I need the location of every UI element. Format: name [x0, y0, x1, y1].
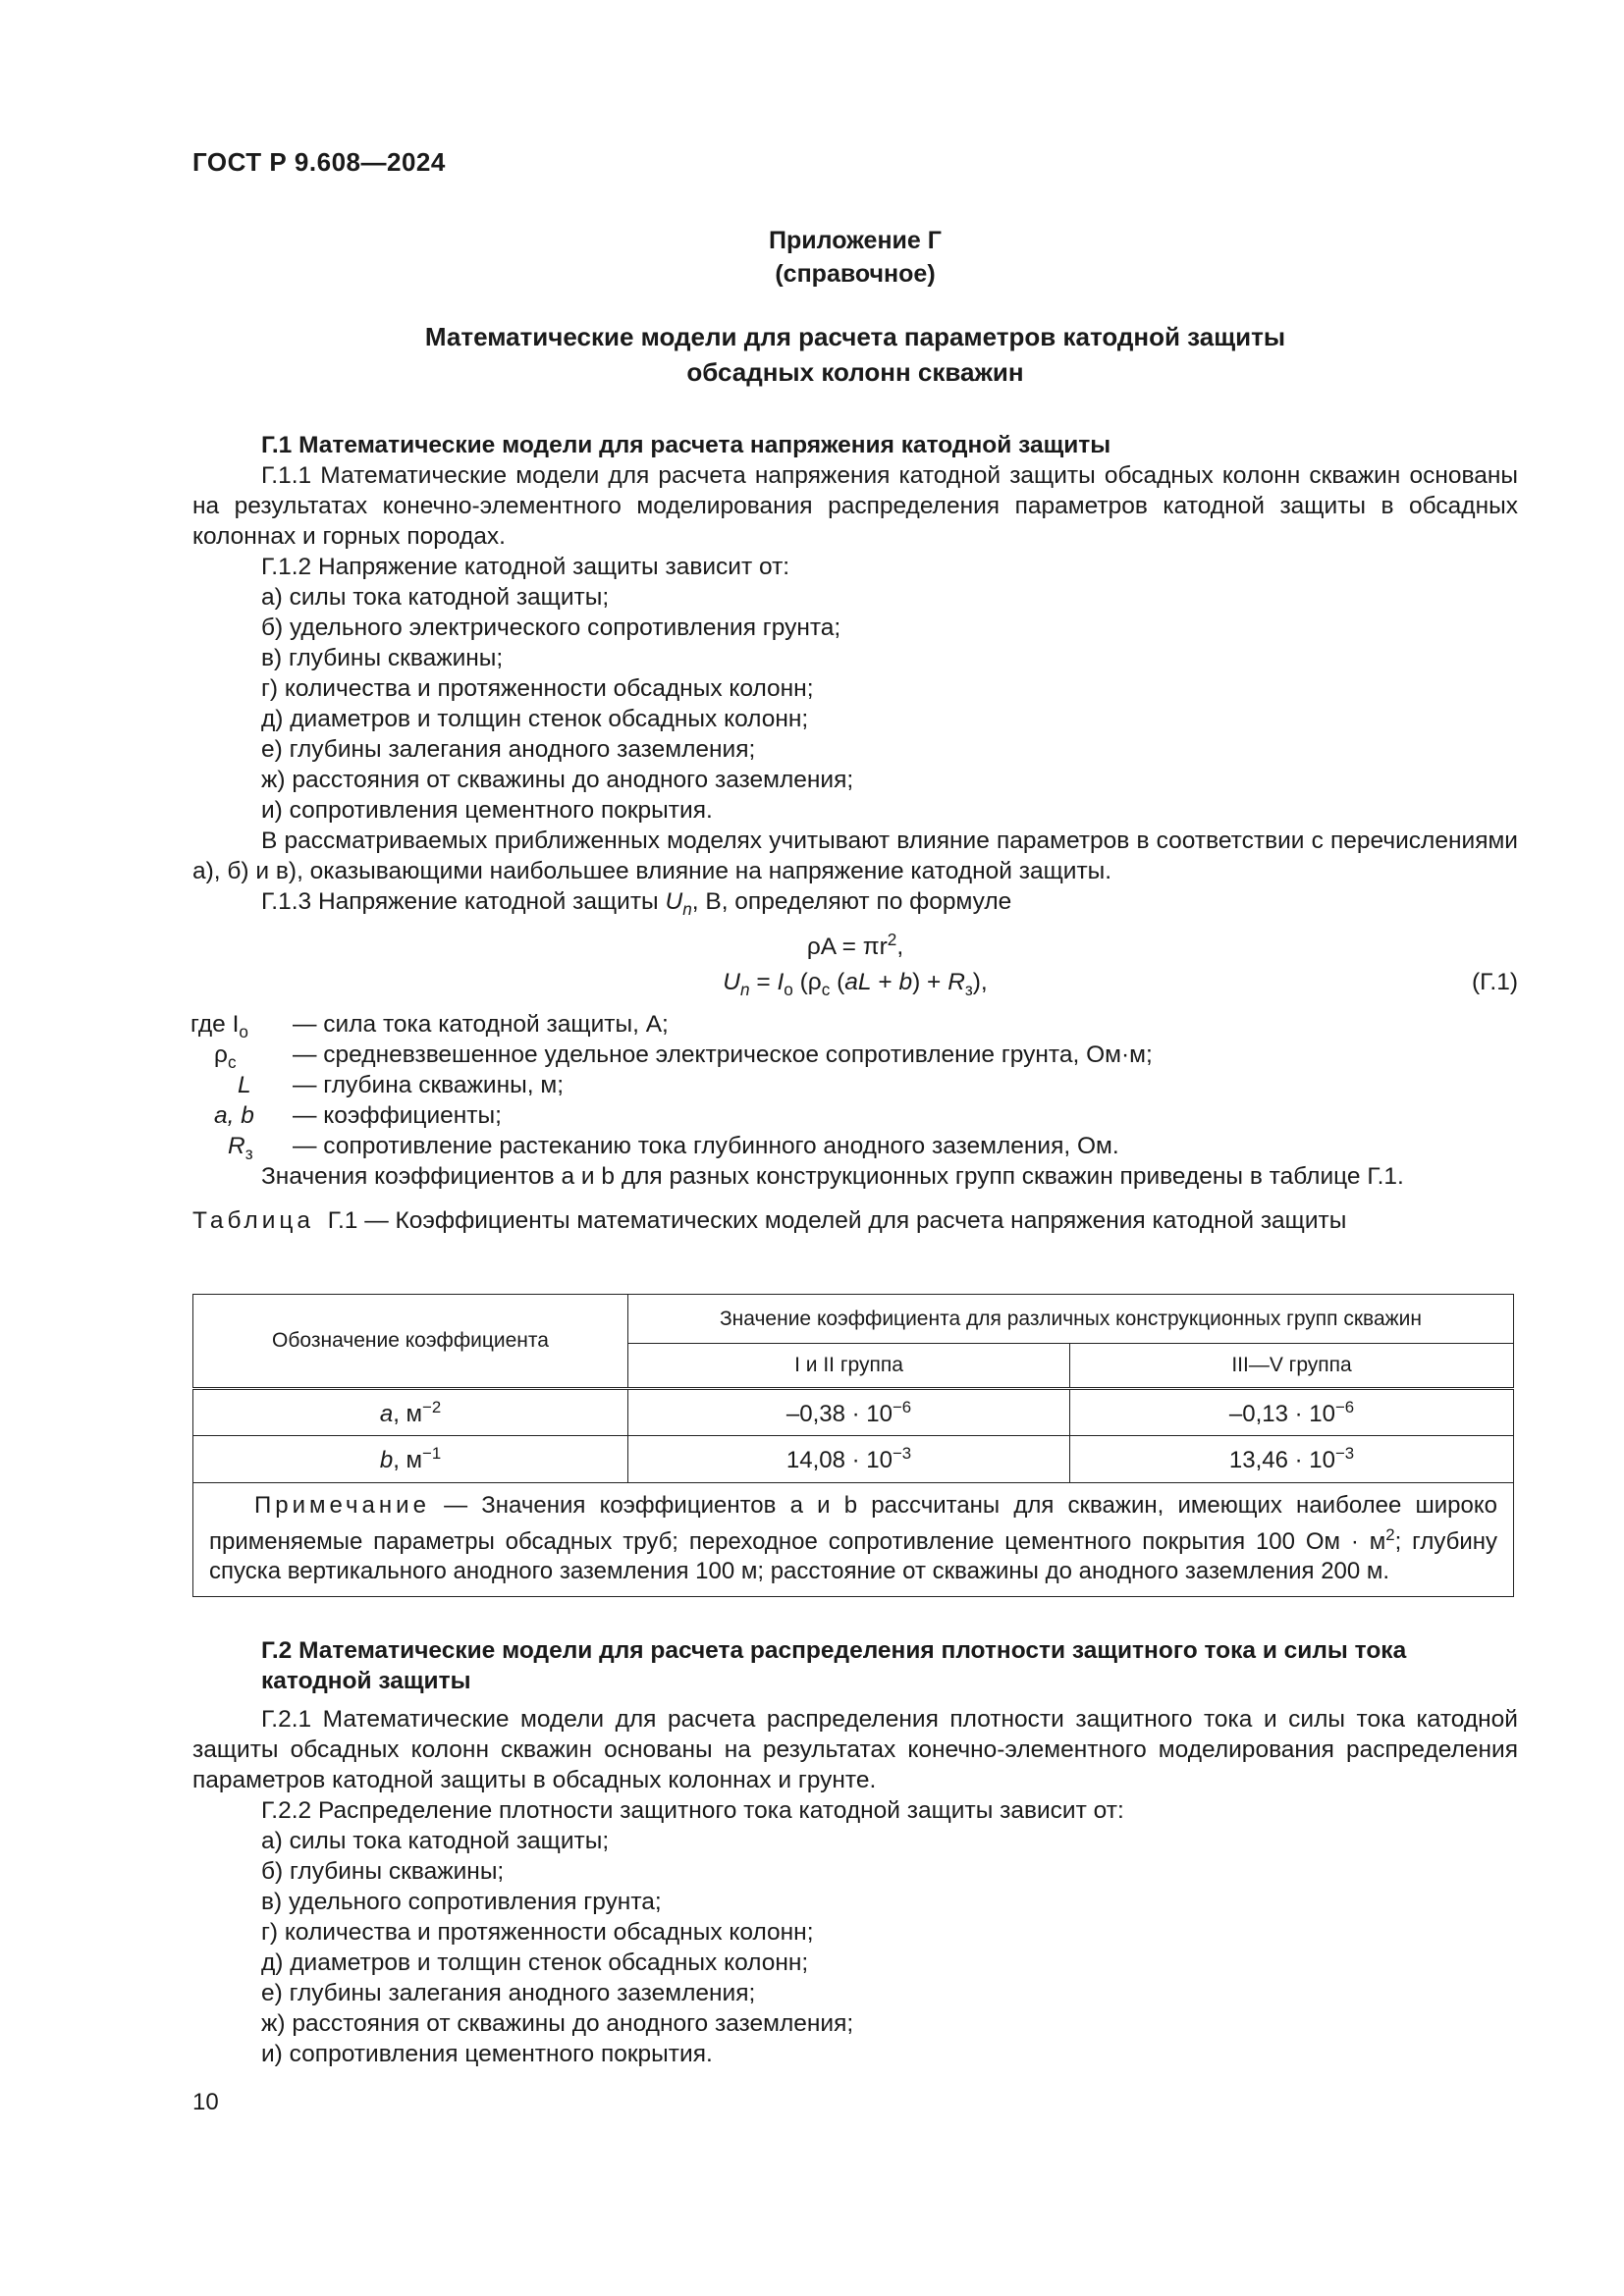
coefficients-table [192, 1294, 1514, 1597]
list-item: г) количества и протяженности обсадных колонн; [261, 1919, 814, 1946]
table-header-group: Значение коэффициента для различных конструкционных групп скважин [628, 1295, 1514, 1344]
where-item: $\rho_c$ — средневзвешенное удельное электрическое сопротивление грунта, Ом·м; [214, 1041, 1153, 1072]
list-item: и) сопротивления цементного покрытия. [261, 2041, 713, 2067]
where-item: $R_з$ — сопротивление растеканию тока глубинного анодного заземления, Ом. [228, 1132, 1119, 1163]
appendix-heading-line2: обсадных колонн скважин [686, 357, 1024, 387]
table-caption: Таблица Г.1 — Коэффициенты математических моделей для расчета напряжения катодной защиты [192, 1206, 1347, 1234]
list-item: ж) расстояния от скважины до анодного заземления; [261, 767, 854, 793]
list-item: б) удельного электрического сопротивления грунта; [261, 614, 841, 641]
list-item: д) диаметров и толщин стенок обсадных колонн; [261, 706, 809, 732]
table-cell-value: $14,08 \cdot 10^{-3}$ [628, 1436, 1070, 1483]
table-note: Примечание — Значения коэффициентов a и b рассчитаны для скважин, имеющих наиболее широко применяемые параметры обсадных труб; переходное сопротивление цементного покрытия 100 Ом · $м^2$; глубину спуска вертикального анодного заземления 100 м; расстояние от скважины до анодного заземления 200 м. [193, 1483, 1514, 1597]
list-item: г) количества и протяженности обсадных колонн; [261, 675, 814, 702]
section-g1-title: Г.1 Математические модели для расчета напряжения катодной защиты [261, 432, 1111, 458]
paragraph-g222: Г.2.2 Распределение плотности защитного тока катодной защиты зависит от: [261, 1797, 1124, 1824]
table-cell-value: $-0,13 \cdot 10^{-6}$ [1070, 1389, 1514, 1436]
list-item: а) силы тока катодной защиты; [261, 584, 610, 611]
paragraph-g112: Г.1.2 Напряжение катодной защиты зависит от: [261, 554, 790, 580]
where-item: L — глубина скважины, м; [238, 1071, 565, 1098]
section-g2-title: Г.2 Математические модели для расчета распределения плотности защитного тока и силы тока катодной защиты [261, 1637, 1407, 1694]
list-item: д) диаметров и толщин стенок обсадных колонн; [261, 1949, 809, 1976]
section-g1 [192, 430, 1518, 1236]
formula-aux: $\rho A = \pi r^2$, [806, 929, 904, 961]
appendix-heading-line1: Математические модели для расчета параметров катодной защиты [424, 322, 1286, 351]
appendix-title: Приложение Г [769, 227, 942, 254]
table-row [193, 1436, 1514, 1483]
list-item: е) глубины залегания анодного заземления; [261, 736, 756, 763]
table-subheader-1: I и II группа [628, 1344, 1070, 1389]
appendix-heading [192, 319, 1518, 390]
where-item: a, b — коэффициенты; [214, 1101, 502, 1129]
paragraph-g113: Г.1.3 Напряжение катодной защиты $U_n$, В, определяют по формуле [261, 888, 1012, 919]
paragraph-models: В рассматриваемых приближенных моделях учитывают влияние параметров в соответствии с перечислениями а), б) и в), оказывающими наибольшее влияние на напряжение катодной защиты. [192, 828, 1518, 884]
list-item: е) глубины залегания анодного заземления; [261, 1980, 756, 2006]
list-item: и) сопротивления цементного покрытия. [261, 797, 713, 824]
list-item: ж) расстояния от скважины до анодного заземления; [261, 2010, 854, 2037]
section-g2 [192, 1635, 1518, 2069]
formula-number: (Г.1) [1471, 968, 1518, 995]
list-item: в) удельного сопротивления грунта; [261, 1889, 662, 1915]
list-item: а) силы тока катодной защиты; [261, 1828, 610, 1854]
table-cell-name: a, $м^{-2}$ [193, 1389, 628, 1436]
list-item: в) глубины скважины; [261, 645, 504, 671]
table-row [193, 1389, 1514, 1436]
table-cell-value: $-0,38 \cdot 10^{-6}$ [628, 1389, 1070, 1436]
page-number: 10 [192, 2089, 219, 2115]
table-note-row [193, 1483, 1514, 1597]
where-list [192, 1009, 1518, 1161]
appendix-label [192, 224, 1518, 291]
paragraph-g221: Г.2.1 Математические модели для расчета распределения плотности защитного тока и силы тока катодной защиты обсадных колонн скважин основаны на результатах конечно-элементного моделирования распределения параметров катодной защиты в обсадных колоннах и грунте. [192, 1706, 1518, 1793]
table-subheader-2: III—V группа [1070, 1344, 1514, 1389]
where-item: где $I_o$ — сила тока катодной защиты, А; [190, 1010, 669, 1041]
list-item: б) глубины скважины; [261, 1858, 505, 1885]
paragraph-g111: Г.1.1 Математические модели для расчета напряжения катодной защиты обсадных колонн скважин основаны на результатах конечно-элементного моделирования распределения параметров катодной защиты в обсадных колоннах и горных породах. [192, 462, 1518, 550]
table-cell-value: $13,46 \cdot 10^{-3}$ [1070, 1436, 1514, 1483]
formula-g1: $U_n = I_o$ ($\rho_c$ $(aL + b) + R_з$), (Г.1) [723, 968, 1518, 999]
appendix-type: (справочное) [775, 260, 936, 288]
table-header-designation: Обозначение коэффициента [193, 1295, 628, 1389]
paragraph-values: Значения коэффициентов a и b для разных конструкционных групп скважин приведены в таблице Г.1. [261, 1162, 1404, 1190]
table-cell-name: b, $м^{-1}$ [193, 1436, 628, 1483]
standard-designation: ГОСТ Р 9.608—2024 [192, 147, 446, 177]
